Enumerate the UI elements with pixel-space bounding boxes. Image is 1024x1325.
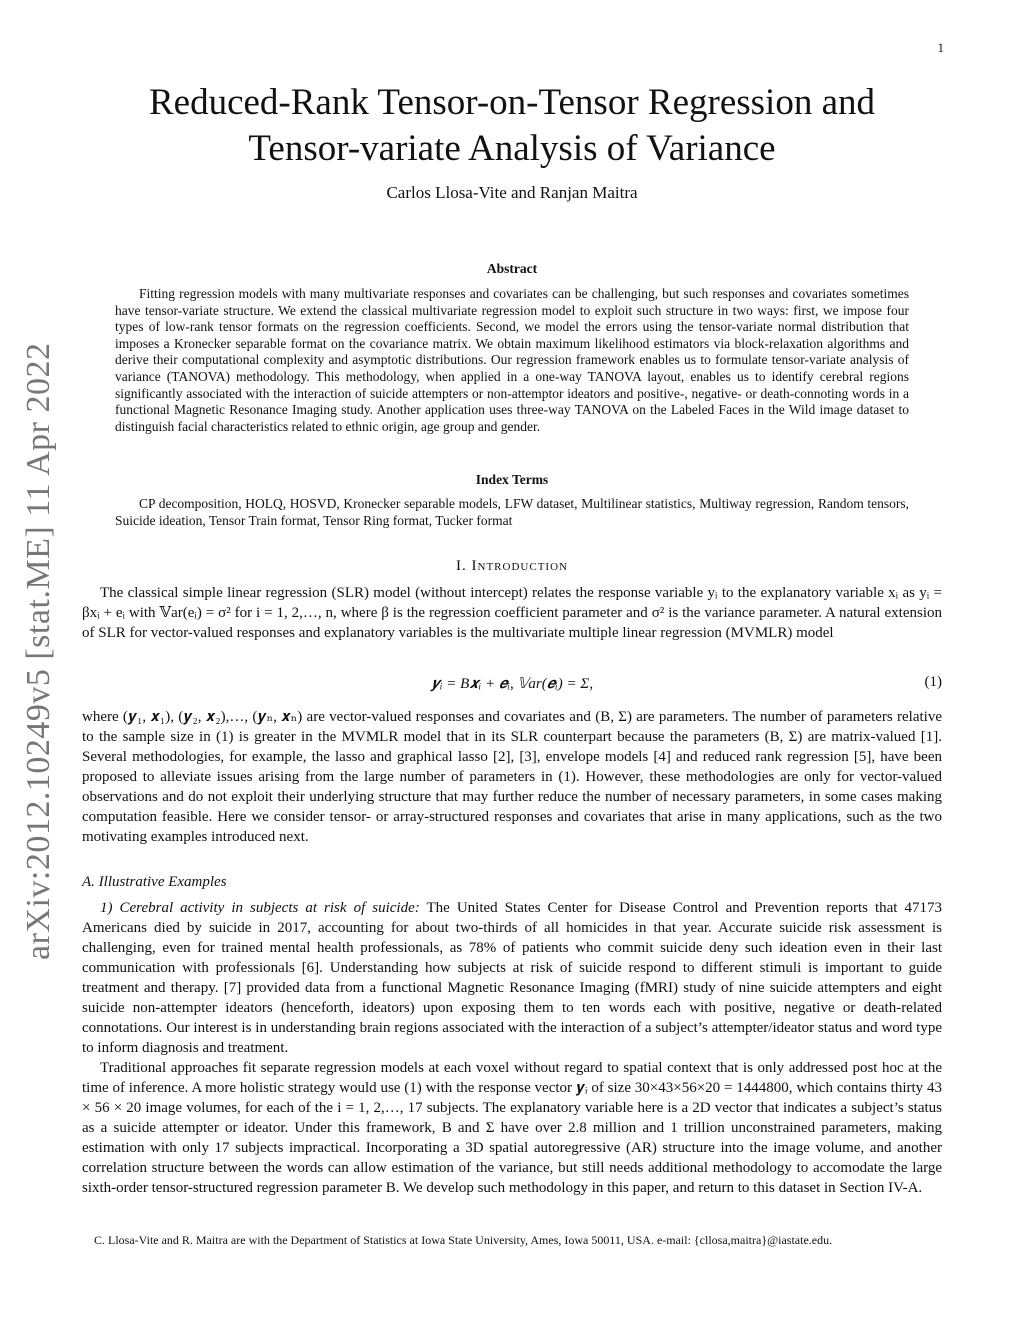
authors: Carlos Llosa-Vite and Ranjan Maitra — [386, 183, 638, 202]
equation-number: (1) — [924, 674, 942, 690]
equation-1 — [82, 674, 942, 693]
paragraph-lead: 1) Cerebral activity in subjects at risk of suicide: — [100, 900, 420, 916]
equation-body: 𝒚ᵢ = B𝒙ᵢ + 𝒆ᵢ, 𝕍ar(𝒆ᵢ) = Σ, — [430, 676, 594, 692]
page-number: 1 — [937, 40, 944, 55]
title-line-2: Tensor-variate Analysis of Variance — [248, 128, 776, 169]
author-footnote: C. Llosa-Vite and R. Maitra are with the Department of Statistics at Iowa State University, Ames, Iowa 50011, USA. e-mail: {cllosa,maitra}@iastate.edu. — [94, 1233, 833, 1247]
paragraph-body: The United States Center for Disease Control and Prevention reports that 47173 Americans died by suicide in 2017, accounting for about two-thirds of all homicides in that year. Accurate suicide risk assessment is challenging, even for trained mental health professionals, as 78% of patients who commit suicide deny such ideation even in their last communication with professionals [6]. Understanding how subjects at risk of suicide respond to different stimuli is important to guide treatment and therapy. [7] provided data from a functional Magnetic Resonance Imaging (fMRI) study of nine suicide attempters and eight suicide non-attempter ideators (henceforth, ideators) upon exposing them to ten words each with positive, negative or death-related connotations. Our interest is in understanding brain regions associated with the interaction of a subject’s attempter/ideator status and word type to inform diagnosis and treatment. — [82, 900, 942, 1056]
title-line-1: Reduced-Rank Tensor-on-Tensor Regression and — [148, 82, 876, 123]
paragraph-cerebral-activity — [82, 898, 942, 1058]
subsection-heading: A. Illustrative Examples — [82, 874, 227, 890]
paragraph-parameters: where (𝒚₁, 𝒙₁), (𝒚₂, 𝒙₂),…, (𝒚ₙ, 𝒙ₙ) are vector-valued responses and covariates and (B, Σ) are parameters. The number of parameters relative to the sample size in (1) is greater in the MVMLR model that in its SLR counterpart because the parameters (B, Σ) are matrix-valued [1]. Several methodologies, for example, the lasso and graphical lasso [2], [3], envelope models [4] and reduced rank regression [5], have been proposed to alleviate issues arising from the large number of parameters in (1). However, these methodologies are only for vector-valued observations and do not exploit their underlying structure that may further reduce the number of necessary parameters, in some cases making computation feasible. Here we consider tensor- or array-structured responses and covariates that arise in many applications, such as the two motivating examples introduced next. — [82, 709, 942, 845]
paper-title — [60, 80, 964, 172]
arxiv-stamp: arXiv:2012.10249v5 [stat.ME] 11 Apr 2022 — [20, 342, 57, 960]
section-heading-introduction: I. Introduction — [456, 558, 568, 574]
abstract-heading: Abstract — [486, 261, 538, 276]
paragraph-intro: The classical simple linear regression (SLR) model (without intercept) relates the response variable yᵢ to the explanatory variable xᵢ as yᵢ = βxᵢ + eᵢ with 𝕍ar(eᵢ) = σ² for i = 1, 2,…, n, where β is the regression coefficient parameter and σ² is the variance parameter. A natural extension of SLR for vector-valued responses and explanatory variables is the multivariate multiple linear regression (MVMLR) model — [82, 585, 942, 641]
index-terms-text: CP decomposition, HOLQ, HOSVD, Kronecker separable models, LFW dataset, Multilinear statistics, Multiway regression, Random tensors, Suicide ideation, Tensor Train format, Tensor Ring format, Tucker format — [115, 496, 909, 528]
abstract-text: Fitting regression models with many multivariate responses and covariates can be challenging, but such responses and covariates sometimes have tensor-variate structure. We extend the classical multivariate regression model to exploit such structure in two ways: first, we impose four types of low-rank tensor formats on the regression coefficients. Second, we model the errors using the tensor-variate normal distribution that imposes a Kronecker separable format on the covariance matrix. We obtain maximum likelihood estimators via block-relaxation algorithms and derive their computational complexity and asymptotic distributions. Our regression framework enables us to formulate tensor-variate analysis of variance (TANOVA) methodology. This methodology, when applied in a one-way TANOVA layout, enables us to identify cerebral regions significantly associated with the interaction of suicide attempters or non-attemptor ideators and positive-, negative- or death-connoting words in a functional Magnetic Resonance Imaging study. Another application uses three-way TANOVA on the Labeled Faces in the Wild image dataset to distinguish facial characteristics related to ethnic origin, age group and gender. — [115, 286, 909, 434]
paragraph-traditional-approaches: Traditional approaches fit separate regression models at each voxel without regard to spatial context that is only addressed post hoc at the time of inference. A more holistic strategy would use (1) with the response vector 𝒚ᵢ of size 30×43×56×20 = 1444800, which contains thirty 43 × 56 × 20 image volumes, for each of the i = 1, 2,…, 17 subjects. The explanatory variable here is a 2D vector that indicates a subject’s status as a suicide attempter or ideator. Under this framework, B and Σ have over 2.8 million and 1 trillion unconstrained parameters, making estimation with only 17 subjects impractical. Incorporating a 3D spatial autoregressive (AR) structure into the image volume, and another correlation structure between the words can allow estimation of the variance, but still needs additional methodology to accomodate the large sixth-order tensor-structured regression parameter B. We develop such methodology in this paper, and return to this dataset in Section IV-A. — [82, 1060, 942, 1196]
index-terms-heading: Index Terms — [475, 472, 549, 487]
